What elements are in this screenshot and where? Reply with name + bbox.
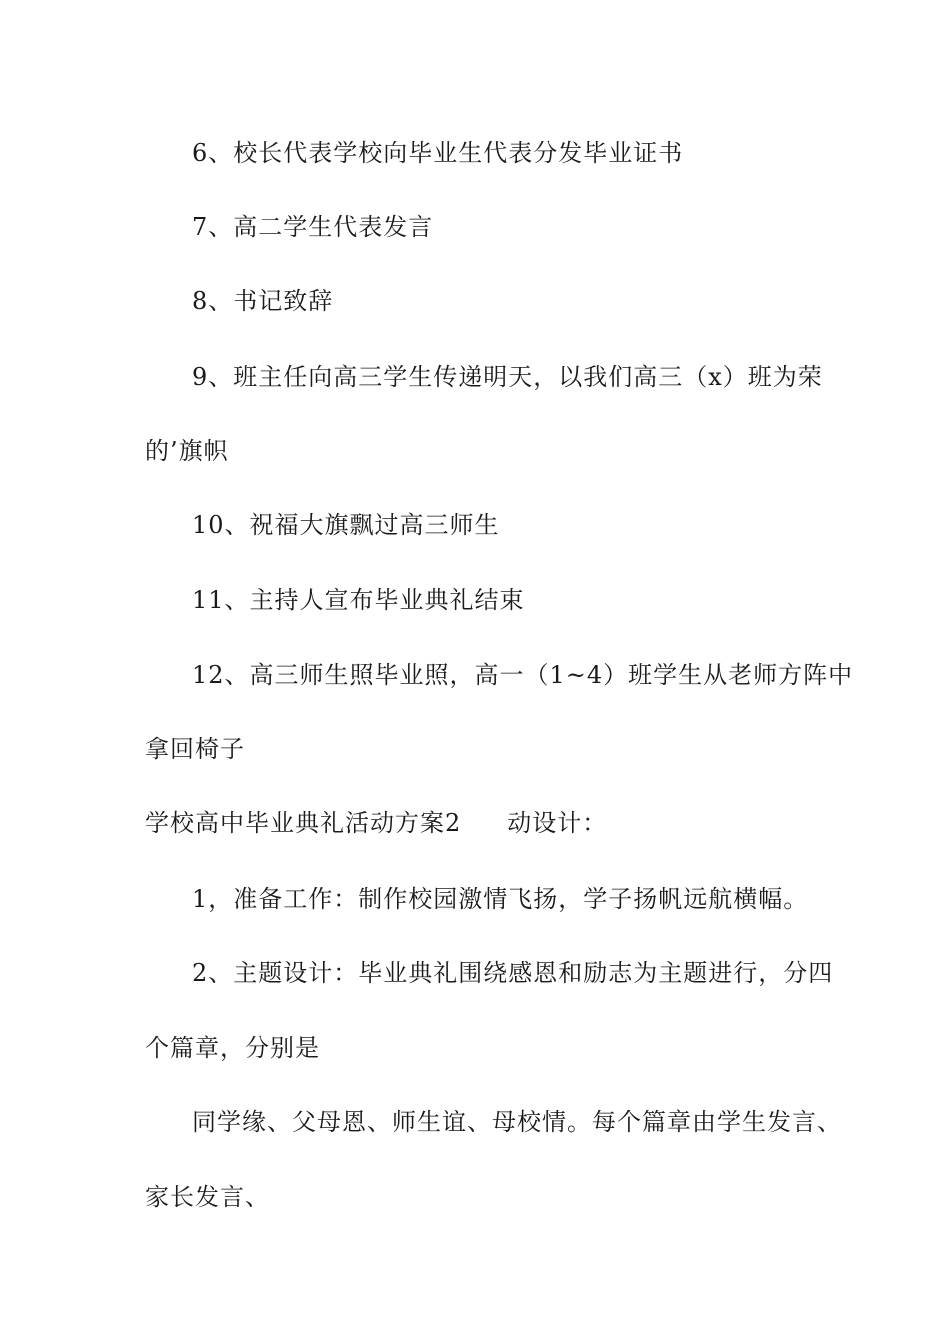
paragraph-theme: 2、主题设计：毕业典礼围绕感恩和励志为主题进行，分四 bbox=[192, 959, 834, 987]
list-item-11: 11、主持人宣布毕业典礼结束 bbox=[192, 586, 525, 614]
paragraph-preparation: 1，准备工作：制作校园激情飞扬，学子扬帆远航横幅。 bbox=[192, 885, 809, 913]
list-item-6: 6、校长代表学校向毕业生代表分发毕业证书 bbox=[192, 139, 684, 167]
list-item-12: 12、高三师生照毕业照，高一（1~4）班学生从老师方阵中 bbox=[192, 661, 854, 689]
section-heading-suffix: 动设计： bbox=[507, 809, 608, 837]
list-item-7: 7、高二学生代表发言 bbox=[192, 213, 434, 241]
list-item-9: 9、班主任向高三学生传递明天，以我们高三（x）班为荣 bbox=[192, 363, 823, 391]
paragraph-chapters: 同学缘、父母恩、师生谊、母校情。每个篇章由学生发言、 bbox=[192, 1108, 842, 1136]
section-heading bbox=[145, 808, 607, 838]
list-item-10: 10、祝福大旗飘过高三师生 bbox=[192, 511, 500, 539]
section-heading-title: 学校高中毕业典礼活动方案2 bbox=[145, 809, 462, 837]
paragraph-theme-continued: 个篇章，分别是 bbox=[145, 1034, 320, 1062]
list-item-9-continued: 的’旗帜 bbox=[145, 437, 229, 465]
paragraph-chapters-continued: 家长发言、 bbox=[145, 1183, 270, 1211]
list-item-12-continued: 拿回椅子 bbox=[145, 735, 245, 763]
list-item-8: 8、书记致辞 bbox=[192, 287, 334, 315]
